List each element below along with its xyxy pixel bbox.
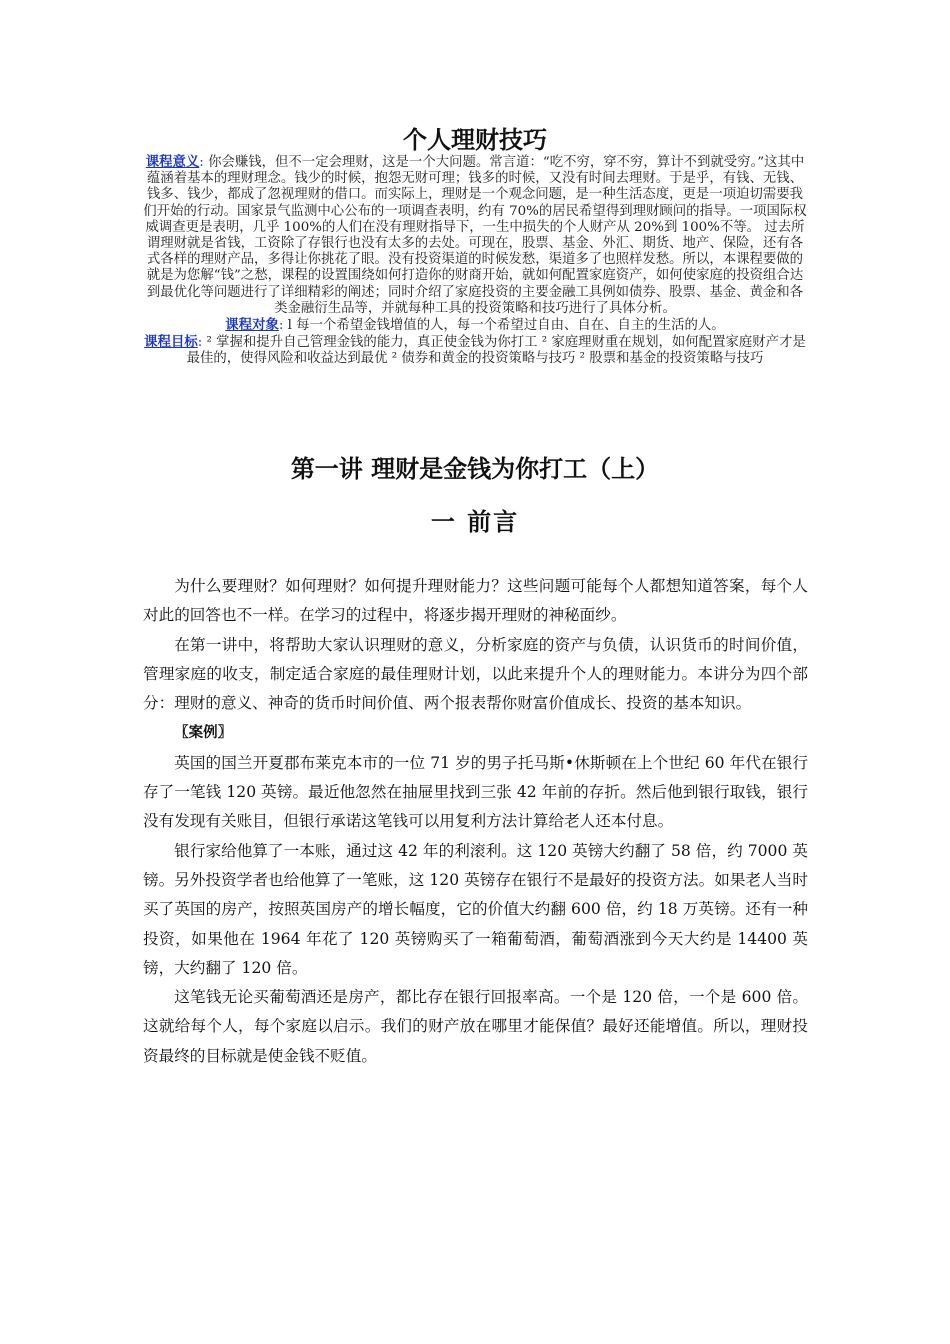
significance-label: 课程意义: [145, 154, 200, 170]
significance-text: 你会赚钱，但不一定会理财，这是一个大问题。常言道：“吃不穷，穿不穷，算计不到就受穷。”这其中蕴涵着基本的理财理念。钱少的时候，抱怨无财可理；钱多的时候，又没有时间去理财。于是乎，有钱、无钱、钱多、钱少，都成了忽视理财的借口。而实际上，理财是一个观念问题，是一种生活态度，更是一项迫切需要我们开始的行动。国家景气监测中心公布的一项调查表明，约有 70%的居民希望得到理财顾问的指导。一项国际权威调查更是表明，几乎 100%的人们在没有理财指导下，一生中损失的个人财产从 20%到 100%不等。 过去所谓理财就是省钱，工资除了存银行也没有太多的去处。可现在，股票、基金、外汇、期货、地产、保险，还有各式各样的理财产品，多得让你挑花了眼。没有投资渠道的时候发愁，渠道多了也照样发愁。所以，本课程要做的就是为您解“钱”之愁，课程的设置围绕如何打造你的财商开始，就如何配置家庭资产，如何使家庭的投资组合达到最优化等问题进行了详细精彩的阐述；同时介绍了家庭投资的主要金融工具例如债券、股票、基金、黄金和各类金融衍生品等，并就每种工具的投资策略和技巧进行了具体分析。: [143, 155, 807, 316]
case-heading: [143, 718, 808, 748]
case-label: 〖案例〗: [174, 725, 233, 742]
paragraph: 英国的国兰开夏郡布莱克本市的一位 71 岁的男子托马斯•休斯顿在上个世纪 60 年代在银行存了一笔钱 120 英镑。最近他忽然在抽屉里找到三张 42 年前的存折。然后他到银行取钱，银行没有发现有关账目，但银行承诺这笔钱可以用复利方法计算给老人还本付息。: [143, 753, 808, 831]
goal-text: ² 掌握和提升自己管理金钱的能力，真正使金钱为你打工 ² 家庭理财重在规划，如何配置家庭财产才是最佳的，使得风险和收益达到最优 ² 债券和黄金的投资策略与技巧 ² 股票和基金的投资策略与技巧: [186, 335, 806, 367]
document-title: 个人理财技巧: [403, 125, 547, 154]
course-goal: 课程目标: ² 掌握和提升自己管理金钱的能力，真正使金钱为你打工 ² 家庭理财重在规划，如何配置家庭财产才是最佳的，使得风险和收益达到最优 ² 债券和黄金的投资策略与技巧 ² 股票和基金的投资策略与技巧: [144, 334, 806, 367]
audience-label: 课程对象: [225, 317, 279, 334]
course-significance: 课程意义: 你会赚钱，但不一定会理财，这是一个大问题。常言道：“吃不穷，穿不穷，算计不到就受穷。”这其中蕴涵着基本的理财理念。钱少的时候，抱怨无财可理；钱多的时候，又没有时间去理财。于是乎，有钱、无钱、钱多、钱少，都成了忽视理财的借口。而实际上，理财是一个观念问题，是一种生活态度，更是一项迫切需要我们开始的行动。国家景气监测中心公布的一项调查表明，约有 70%的居民希望得到理财顾问的指导。一项国际权威调查更是表明，几乎 100%的人们在没有理财指导下，一生中损失的个人财产从 20%到 100%不等。 过去所谓理财就是省钱，工资除了存银行也没有太多的去处。可现在，股票、基金、外汇、期货、地产、保险，还有各式各样的理财产品，多得让你挑花了眼。没有投资渠道的时候发愁，渠道多了也照样发愁。所以，本课程要做的就是为您解“钱”之愁，课程的设置围绕如何打造你的财商开始，就如何配置家庭资产，如何使家庭的投资组合达到最优化等问题进行了详细精彩的阐述；同时介绍了家庭投资的主要金融工具例如债券、股票、基金、黄金和各类金融衍生品等，并就每种工具的投资策略和技巧进行了具体分析。: [143, 154, 807, 316]
paragraph: 为什么要理财？如何理财？如何提升理财能力？这些问题可能每个人都想知道答案，每个人对此的回答也不一样。在学习的过程中，将逐步揭开理财的神秘面纱。: [143, 577, 808, 625]
body-text: [143, 572, 808, 1071]
paragraph: 在第一讲中，将帮助大家认识理财的意义，分析家庭的资产与负债，认识货币的时间价值，管理家庭的收支，制定适合家庭的最佳理财计划，以此来提升个人的理财能力。本讲分为四个部分：理财的意义、神奇的货币时间价值、两个报表帮你财富价值成长、投资的基本知识。: [143, 635, 808, 713]
audience-text: l 每一个希望金钱增值的人，每一个希望过自由、自在、自主的生活的人。: [287, 318, 725, 334]
paragraph: 这笔钱无论买葡萄酒还是房产，都比存在银行回报率高。一个是 120 倍，一个是 600 倍。这就给每个人，每个家庭以启示。我们的财产放在哪里才能保值？最好还能增值。所以，理财投资最终的目标就是使金钱不贬值。: [143, 988, 808, 1065]
course-intro: [142, 154, 808, 368]
course-audience: 课程对象: l 每一个希望金钱增值的人，每一个希望过自由、自在、自主的生活的人。: [225, 317, 725, 334]
goal-label: 课程目标: [144, 334, 198, 351]
paragraph: 银行家给他算了一本账，通过这 42 年的利滚利。这 120 英镑大约翻了 58 倍，约 7000 英镑。另外投资学者也给他算了一笔账，这 120 英镑存在银行不是最好的投资方法。如果老人当时买了英国的房产，按照英国房产的增长幅度，它的价值大约翻 600 倍，约 18 万英镑。还有一种投资，如果他在 1964 年花了 120 英镑购买了一箱葡萄酒，葡萄酒涨到今天大约是 14400 英镑，大约翻了 120 倍。: [143, 841, 808, 977]
lecture-title: 第一讲 理财是金钱为你打工（上）: [290, 454, 660, 483]
section-title: 一 前言: [430, 507, 520, 536]
